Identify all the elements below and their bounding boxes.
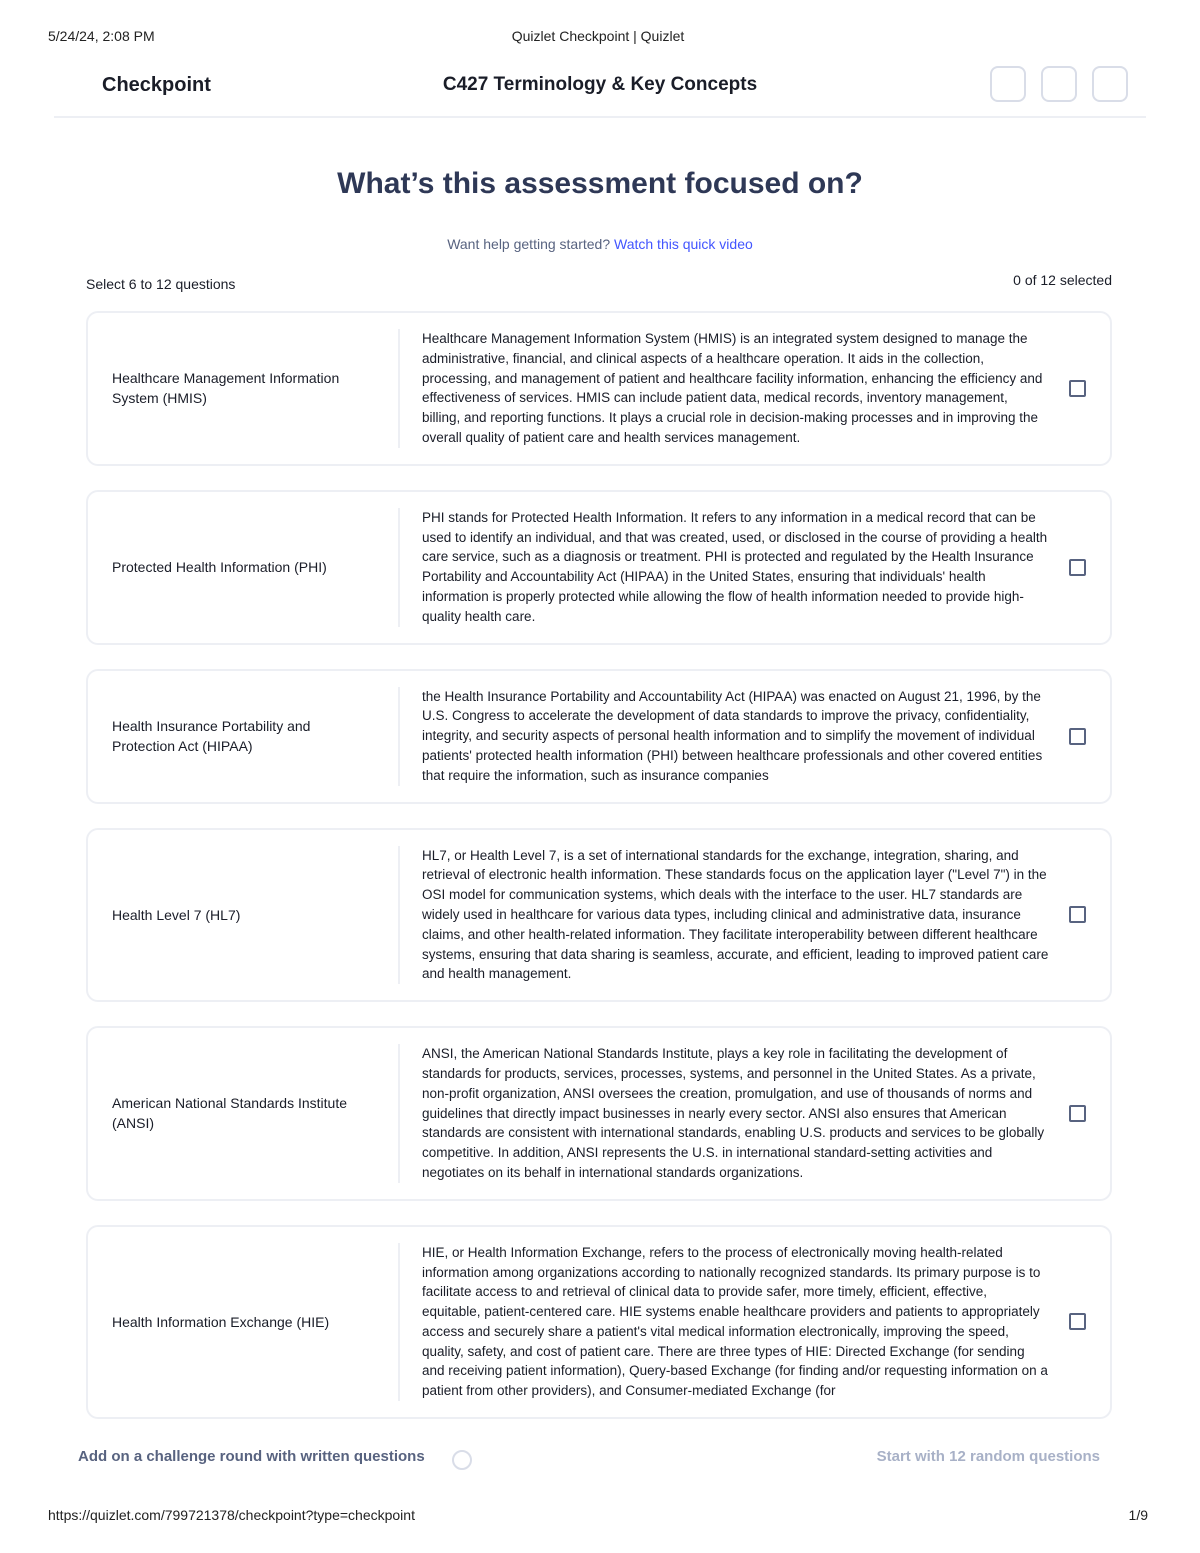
action-icon[interactable] (1041, 66, 1077, 102)
card-term: Health Level 7 (HL7) (112, 906, 241, 923)
challenge-toggle[interactable] (452, 1450, 472, 1470)
card-definition: HIE, or Health Information Exchange, refers to the process of electronically moving health-related information among organizations according to nationally recognized standards. Its primary purpose is to facilitate access to and retrieval of clinical data to provide safer, more timely, efficient, effective, equitable, patient-centered care. HIE systems enable healthcare providers and patients to appropriately access and securely share a patient's vital medical information electronically, improving the speed, quality, safety, and cost of patient care. There are three types of HIE: Directed Exchange (for sending and receiving patient information), Query-based Exchange (for finding and/or requesting information on a patient from other providers), and Consumer-mediated Exchange (for (422, 1244, 1048, 1399)
question-list (86, 311, 1112, 1399)
brand-title: Checkpoint (102, 74, 211, 96)
set-title: C427 Terminology & Key Concepts (442, 74, 758, 95)
top-actions (990, 66, 1128, 102)
question-card[interactable] (86, 490, 1112, 645)
selected-count: 0 of 12 selected (1013, 272, 1112, 288)
select-checkbox[interactable] (1069, 906, 1086, 923)
card-term: Health Information Exchange (HIE) (112, 1313, 330, 1330)
helper-line (0, 236, 1200, 252)
card-definition: the Health Insurance Portability and Accountability Act (HIPAA) was enacted on August 21, 1996, by the U.S. Congress to accelerate the development of data standards to improve the privacy, confidentiality, integrity, and security aspects of personal health information and to simplify the movement of individual patients' protected health information (PHI) between healthcare professionals and other covered entities that require the information, such as insurance companies (422, 688, 1043, 783)
print-page-title: Quizlet Checkpoint | Quizlet (511, 28, 685, 44)
action-icon[interactable] (990, 66, 1026, 102)
print-url: https://quizlet.com/799721378/checkpoint?type=checkpoint (48, 1507, 415, 1523)
print-header (48, 28, 1148, 48)
bottom-actions (78, 1446, 1100, 1476)
question-card[interactable] (86, 1026, 1112, 1201)
select-checkbox[interactable] (1069, 559, 1086, 576)
card-term: Protected Health Information (PHI) (112, 559, 327, 576)
helper-text: Want help getting started? (447, 236, 611, 252)
select-checkbox[interactable] (1069, 380, 1086, 397)
card-definition: Healthcare Management Information System (HMIS) is an integrated system designed to manage the administrative, financial, and clinical aspects of a healthcare operation. It aids in the collection, processing, and management of patient and healthcare facility information, enhancing the efficiency and effectiveness of services. HMIS can include patient data, medical records, inventory management, billing, and reporting functions. It plays a crucial role in decision-making processes and in improving the overall quality of patient care and health services management. (422, 331, 1043, 445)
start-button[interactable]: Start with 12 random questions (876, 1448, 1100, 1465)
print-page-number: 1/9 (1128, 1507, 1148, 1523)
question-card[interactable] (86, 669, 1112, 804)
select-instructions: Select 6 to 12 questions (86, 276, 236, 292)
card-definition: ANSI, the American National Standards Institute, plays a key role in facilitating the development of standards for products, services, processes, systems, and personnel in the United States. As a private, non-profit organization, ANSI oversees the creation, promulgation, and use of thousands of norms and guidelines that directly impact businesses in nearly every sector. ANSI also ensures that American standards are consistent with international standards, enabling U.S. products and services to be globally competitive. In addition, ANSI represents the U.S. in international standard-setting activities and negotiates on its behalf in international standards organizations. (422, 1046, 1045, 1180)
page-heading: What’s this assessment focused on? (337, 167, 863, 200)
card-term: Health Insurance Portability and Protection Act (HIPAA) (112, 718, 311, 755)
select-checkbox[interactable] (1069, 728, 1086, 745)
card-term: Healthcare Management Information System (HMIS) (112, 370, 340, 407)
question-card[interactable] (86, 1225, 1112, 1419)
challenge-round-label: Add on a challenge round with written questions (78, 1448, 425, 1465)
select-checkbox[interactable] (1069, 1105, 1086, 1122)
question-card[interactable] (86, 828, 1112, 1003)
select-checkbox[interactable] (1069, 1313, 1086, 1330)
card-term: American National Standards Institute (ANSI) (112, 1095, 348, 1132)
watch-video-link[interactable]: Watch this quick video (614, 236, 753, 252)
print-date: 5/24/24, 2:08 PM (48, 28, 155, 44)
action-icon[interactable] (1092, 66, 1128, 102)
card-definition: HL7, or Health Level 7, is a set of international standards for the exchange, integration, sharing, and retrieval of electronic health information. These standards focus on the application layer ("Level 7") in the OSI model for communication systems, which deals with the interface to the user. HL7 standards are widely used in healthcare for various data types, including clinical and administrative data, insurance claims, and other health-related information. They facilitate interoperability between different healthcare systems, ensuring that data sharing is seamless, accurate, and efficient, leading to improved patient care and health management. (422, 847, 1049, 982)
top-bar (54, 62, 1146, 118)
question-card[interactable] (86, 311, 1112, 466)
card-definition: PHI stands for Protected Health Information. It refers to any information in a medical record that can be used to identify an individual, and that was created, used, or disclosed in the course of providing a health care service, such as a diagnosis or treatment. PHI is protected and regulated by the Health Insurance Portability and Accountability Act (HIPAA) in the United States, ensuring that individuals' health information is properly protected while allowing the flow of health information needed to provide high-quality health care. (422, 509, 1048, 624)
